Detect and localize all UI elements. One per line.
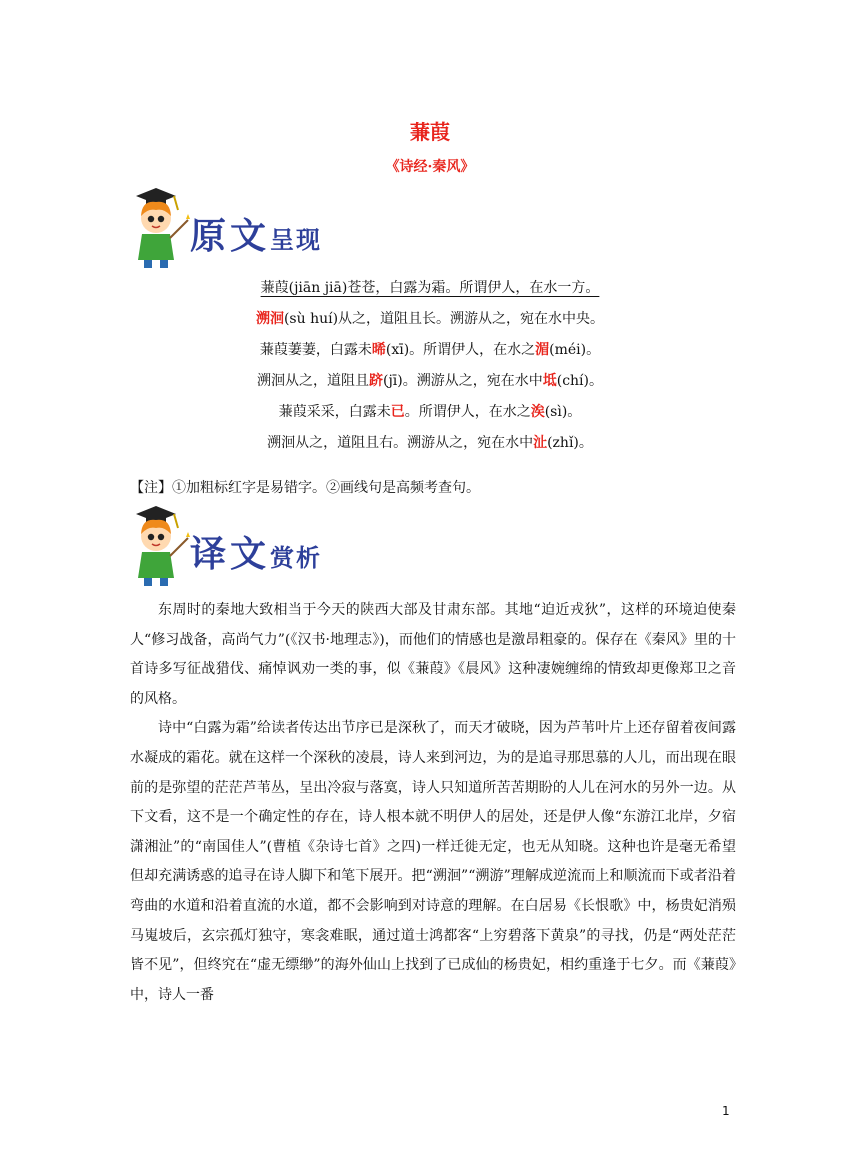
poem-text-segment: (méi)。 xyxy=(549,342,601,358)
poem-line-2 xyxy=(0,307,860,338)
highlighted-character: 湄 xyxy=(535,342,550,358)
section-header-translation xyxy=(128,504,368,590)
poem-text-segment: (chí)。 xyxy=(556,373,603,389)
poem-text-segment: (sì)。 xyxy=(544,404,582,420)
poem-text-segment: 溯洄从之，道阻且 xyxy=(256,373,369,389)
poem-text-segment: (zhǐ)。 xyxy=(547,435,593,451)
section-title-translation: 译文赏析 xyxy=(190,534,323,575)
section-header-original xyxy=(128,186,368,272)
page-number: 1 xyxy=(722,1104,730,1118)
highlighted-character: 沚 xyxy=(533,435,548,451)
poem-line-6 xyxy=(0,431,860,462)
highlighted-character: 晞 xyxy=(371,342,386,358)
poem-text-segment: 蒹葭采采，白露未 xyxy=(278,404,391,420)
paragraph-2: 诗中“白露为霜”给读者传达出节序已是深秋了，而天才破晓，因为芦苇叶片上还存留着夜间露水凝成的霜花。就在这样一个深秋的凌晨，诗人来到河边，为的是追寻那思慕的人儿，而出现在眼前的是弥望的茫茫芦苇丛，呈出冷寂与落寞，诗人只知道所苦苦期盼的人儿在河水的另外一边。从下文看，这不是一个确定性的存在，诗人根本就不明伊人的居处，还是伊人像“东游江北岸，夕宿潇湘沚”的“南国佳人”(曹植《杂诗七首》之四)一样迁徙无定，也无从知晓。这种也许是毫无希望但却充满诱惑的追寻在诗人脚下和笔下展开。把“溯洄”“溯游”理解成逆流而上和顺流而下或者沿着弯曲的水道和沿着直流的水道，都不会影响到对诗意的理解。在白居易《长恨歌》中，杨贵妃消殒马嵬坡后，玄宗孤灯独守，寒衾难眠，通过道士鸿都客“上穷碧落下黄泉”的寻找，仍是“两处茫茫皆不见”，但终究在“虚无缥缈”的海外仙山上找到了已成仙的杨贵妃，相约重逢于七夕。而《蒹葭》中，诗人一番 xyxy=(130,720,736,1003)
poem-text xyxy=(0,276,860,462)
scholar-mascot-icon xyxy=(128,186,192,272)
poem-source: 《诗经·秦风》 xyxy=(385,159,475,175)
poem-line-5 xyxy=(0,400,860,431)
scholar-mascot-icon xyxy=(128,504,192,590)
section-title-original: 原文呈现 xyxy=(190,216,323,257)
highlighted-character: 坻 xyxy=(542,373,557,389)
poem-line-4 xyxy=(0,369,860,400)
highlighted-character: 溯洄 xyxy=(255,311,284,327)
poem-text-segment: (sù huí)从之，道阻且长。溯游从之，宛在水中央。 xyxy=(283,311,605,327)
poem-line-3 xyxy=(0,338,860,369)
poem-line-1: 蒹葭(jiān jiā)苍苍，白露为霜。所谓伊人，在水一方。 xyxy=(260,280,600,296)
highlighted-character: 跻 xyxy=(368,373,383,389)
poem-text-segment: (xī)。所谓伊人，在水之 xyxy=(385,342,536,358)
poem-text-segment: (jī)。溯游从之，宛在水中 xyxy=(382,373,543,389)
annotation-note: 【注】①加粗标红字是易错字。②画线句是高频考查句。 xyxy=(130,480,480,496)
analysis-text xyxy=(130,596,736,1010)
highlighted-character: 涘 xyxy=(530,404,545,420)
highlighted-character: 已 xyxy=(390,404,405,420)
paragraph-1: 东周时的秦地大致相当于今天的陕西大部及甘肃东部。其地“迫近戎狄”，这样的环境迫使秦人“修习战备，高尚气力”(《汉书·地理志》)，而他们的情感也是激昂粗豪的。保存在《秦风》里的十首诗多写征战猎伐、痛悼讽劝一类的事，似《蒹葭》《晨风》这种凄婉缠绵的情致却更像郑卫之音的风格。 xyxy=(130,602,736,707)
poem-text-segment: 。所谓伊人，在水之 xyxy=(404,404,531,420)
poem-text-segment: 溯洄从之，道阻且右。溯游从之，宛在水中 xyxy=(267,435,534,451)
poem-text-segment: 蒹葭萋萋，白露未 xyxy=(259,342,372,358)
poem-title: 蒹葭 xyxy=(410,120,450,144)
